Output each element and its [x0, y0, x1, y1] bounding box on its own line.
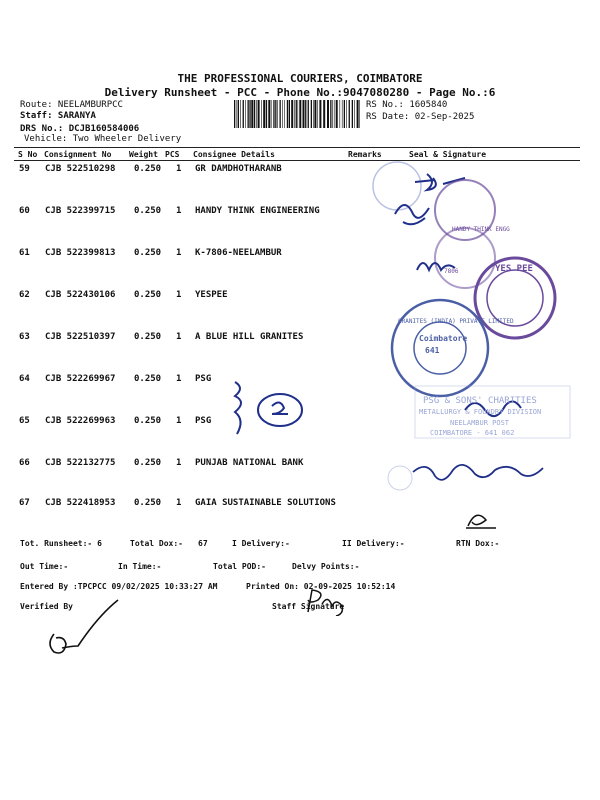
row-consignee: GR DAMDHOTHARANB	[195, 164, 282, 174]
barcode-bar	[277, 100, 278, 128]
stamp-psg-sub: METALLURGY & FOUNDRY DIVISION	[419, 408, 542, 416]
row-consignment: CJB 522399715	[45, 206, 116, 216]
row-pcs: 1	[176, 206, 182, 216]
barcode-bar	[251, 100, 253, 128]
ii-delivery: II Delivery:-	[342, 539, 405, 548]
barcode-bar	[330, 100, 331, 128]
tot-runsheet: Tot. Runsheet:- 6	[20, 539, 102, 548]
row-weight: 0.250	[134, 164, 162, 174]
verified-by: Verified By	[20, 602, 73, 611]
barcode-bar	[359, 100, 360, 128]
row-sno: 65	[19, 416, 30, 426]
row-pcs: 1	[176, 458, 182, 468]
row-pcs: 1	[176, 498, 182, 508]
barcode-bar	[327, 100, 329, 128]
row-sno: 64	[19, 374, 30, 384]
stamp-coimbatore: Coimbatore	[419, 334, 468, 343]
total-dox-label: Total Dox:-	[130, 539, 183, 548]
barcode-bar	[296, 100, 297, 128]
i-delivery: I Delivery:-	[232, 539, 290, 548]
runsheet-subtitle: Delivery Runsheet - PCC - Phone No.:9047080280 - Page No.:6	[104, 86, 496, 99]
barcode-bar	[340, 100, 341, 128]
row-weight: 0.250	[134, 206, 162, 216]
header-top-line	[14, 147, 580, 148]
row-sno: 61	[19, 248, 30, 258]
barcode-bar	[342, 100, 343, 128]
stamp-handy: HANDY THINK ENGG	[452, 226, 510, 233]
row-consignment: CJB 522430106	[45, 290, 116, 300]
stamps-signatures-layer	[355, 160, 580, 520]
barcode-bar	[291, 100, 293, 128]
row-consignee: PSG	[195, 416, 212, 426]
row-consignee: GAIA SUSTAINABLE SOLUTIONS	[195, 498, 336, 508]
total-pod: Total POD:-	[213, 562, 266, 571]
row-consignment: CJB 522510298	[45, 164, 116, 174]
barcode-bar	[284, 100, 285, 128]
staff-signature	[300, 586, 360, 616]
col-pcs: PCS	[165, 150, 180, 159]
row-sno: 66	[19, 458, 30, 468]
rs-date-label: RS Date: 02-Sep-2025	[366, 112, 475, 122]
row-weight: 0.250	[134, 374, 162, 384]
barcode-bar	[313, 100, 314, 128]
row-pcs: 1	[176, 248, 182, 258]
barcode-bar	[334, 100, 335, 128]
barcode-bar	[271, 100, 272, 128]
barcode-bar	[314, 100, 316, 128]
route-label: Route: NEELAMBURPCC	[20, 100, 123, 110]
staff-signature-label: Staff Signature	[272, 602, 345, 611]
barcode-bar	[357, 100, 359, 128]
row-pcs: 1	[176, 332, 182, 342]
barcode-bar	[256, 100, 257, 128]
row-sno: 67	[19, 498, 30, 508]
barcode-bar	[305, 100, 306, 128]
barcode-bar	[352, 100, 353, 128]
stamp-psg-city: NEELAMBUR POST	[450, 419, 510, 427]
row-pcs: 1	[176, 290, 182, 300]
barcode-bar	[299, 100, 301, 128]
col-sno: S No	[18, 150, 38, 159]
barcode-bar	[319, 100, 321, 128]
barcode-bar	[298, 100, 299, 128]
row-weight: 0.250	[134, 416, 162, 426]
stamp-yespee: YES PEE	[495, 264, 533, 274]
row-sno: 59	[19, 164, 30, 174]
barcode-bar	[294, 100, 295, 128]
barcode-bar	[254, 100, 255, 128]
gaia-signature	[462, 506, 502, 532]
row-pcs: 1	[176, 164, 182, 174]
stamp-pin: 641	[425, 346, 440, 355]
row-consignee: PUNJAB NATIONAL BANK	[195, 458, 304, 468]
vehicle-label: Vehicle: Two Wheeler Delivery	[24, 134, 182, 144]
row-consignment: CJB 522399813	[45, 248, 116, 258]
printed-on: Printed On: 02-09-2025 10:52:14	[246, 582, 396, 591]
barcode-bar	[323, 100, 325, 128]
barcode-bar	[249, 100, 250, 128]
row-pcs: 1	[176, 374, 182, 384]
in-time: In Time:-	[118, 562, 162, 571]
barcode-bar	[308, 100, 309, 128]
row-weight: 0.250	[134, 498, 162, 508]
barcode-bar	[289, 100, 290, 128]
row-sno: 63	[19, 332, 30, 342]
rs-no-label: RS No.: 1605840	[366, 100, 448, 110]
verified-signature	[40, 598, 120, 660]
col-weight: Weight	[129, 150, 158, 159]
barcode-bar	[344, 100, 345, 128]
barcode-bar	[248, 100, 249, 128]
barcode-bar	[258, 100, 260, 128]
barcode-bar	[268, 100, 270, 128]
row-consignee: YESPEE	[195, 290, 228, 300]
delvy-points: Delvy Points:-	[292, 562, 360, 571]
barcode-bar	[275, 100, 276, 128]
rtn-dox: RTN Dox:-	[456, 539, 500, 548]
barcode-bar	[282, 100, 283, 128]
col-consignee: Consignee Details	[193, 150, 275, 159]
barcode-bar	[349, 100, 350, 128]
row-consignment: CJB 522269963	[45, 416, 116, 426]
row-consignee: K-7806-NEELAMBUR	[195, 248, 282, 258]
col-remarks: Remarks	[348, 150, 382, 159]
barcode-bar	[234, 100, 235, 128]
row-consignee: A BLUE HILL GRANITES	[195, 332, 304, 342]
row-consignment: CJB 522132775	[45, 458, 116, 468]
barcode-bar	[346, 100, 347, 128]
psg-signature	[225, 378, 315, 438]
drs-label: DRS No.: DCJB160584006	[20, 124, 140, 134]
barcode	[234, 100, 362, 128]
barcode-bar	[280, 100, 281, 128]
barcode-bar	[238, 100, 239, 128]
row-weight: 0.250	[134, 248, 162, 258]
col-consignment: Consignment No	[44, 150, 112, 159]
row-consignee: HANDY THINK ENGINEERING	[195, 206, 320, 216]
row-consignee: PSG	[195, 374, 212, 384]
stamp-granites: GRANITES (INDIA) PRIVATE LIMITED	[398, 318, 514, 325]
row-weight: 0.250	[134, 290, 162, 300]
total-dox-value: 67	[198, 539, 208, 548]
barcode-bar	[332, 100, 333, 128]
stamp-psg-pin: COIMBATORE - 641 062	[430, 429, 515, 437]
barcode-bar	[317, 100, 318, 128]
stamp-psg: PSG & SONS' CHARITIES	[423, 396, 537, 406]
barcode-bar	[311, 100, 312, 128]
row-pcs: 1	[176, 416, 182, 426]
row-consignment: CJB 522269967	[45, 374, 116, 384]
out-time: Out Time:-	[20, 562, 69, 571]
staff-label: Staff: SARANYA	[20, 111, 96, 121]
col-seal: Seal & Signature	[409, 150, 487, 159]
barcode-bar	[266, 100, 267, 128]
barcode-bar	[240, 100, 241, 128]
barcode-bar	[263, 100, 265, 128]
row-weight: 0.250	[134, 458, 162, 468]
row-consignment: CJB 522418953	[45, 498, 116, 508]
barcode-bar	[261, 100, 262, 128]
row-sno: 62	[19, 290, 30, 300]
barcode-bar	[287, 100, 288, 128]
barcode-bar	[354, 100, 355, 128]
stamp-k7806: 7806	[444, 268, 459, 275]
row-consignment: CJB 522510397	[45, 332, 116, 342]
barcode-bar	[303, 100, 305, 128]
barcode-bar	[245, 100, 246, 128]
row-weight: 0.250	[134, 332, 162, 342]
entered-by: Entered By :TPCPCC 09/02/2025 10:33:27 AM	[20, 582, 218, 591]
barcode-bar	[243, 100, 244, 128]
row-sno: 60	[19, 206, 30, 216]
barcode-bar	[336, 100, 338, 128]
barcode-bar	[273, 100, 274, 128]
barcode-bar	[237, 100, 238, 128]
company-title: THE PROFESSIONAL COURIERS, COIMBATORE	[177, 72, 423, 85]
